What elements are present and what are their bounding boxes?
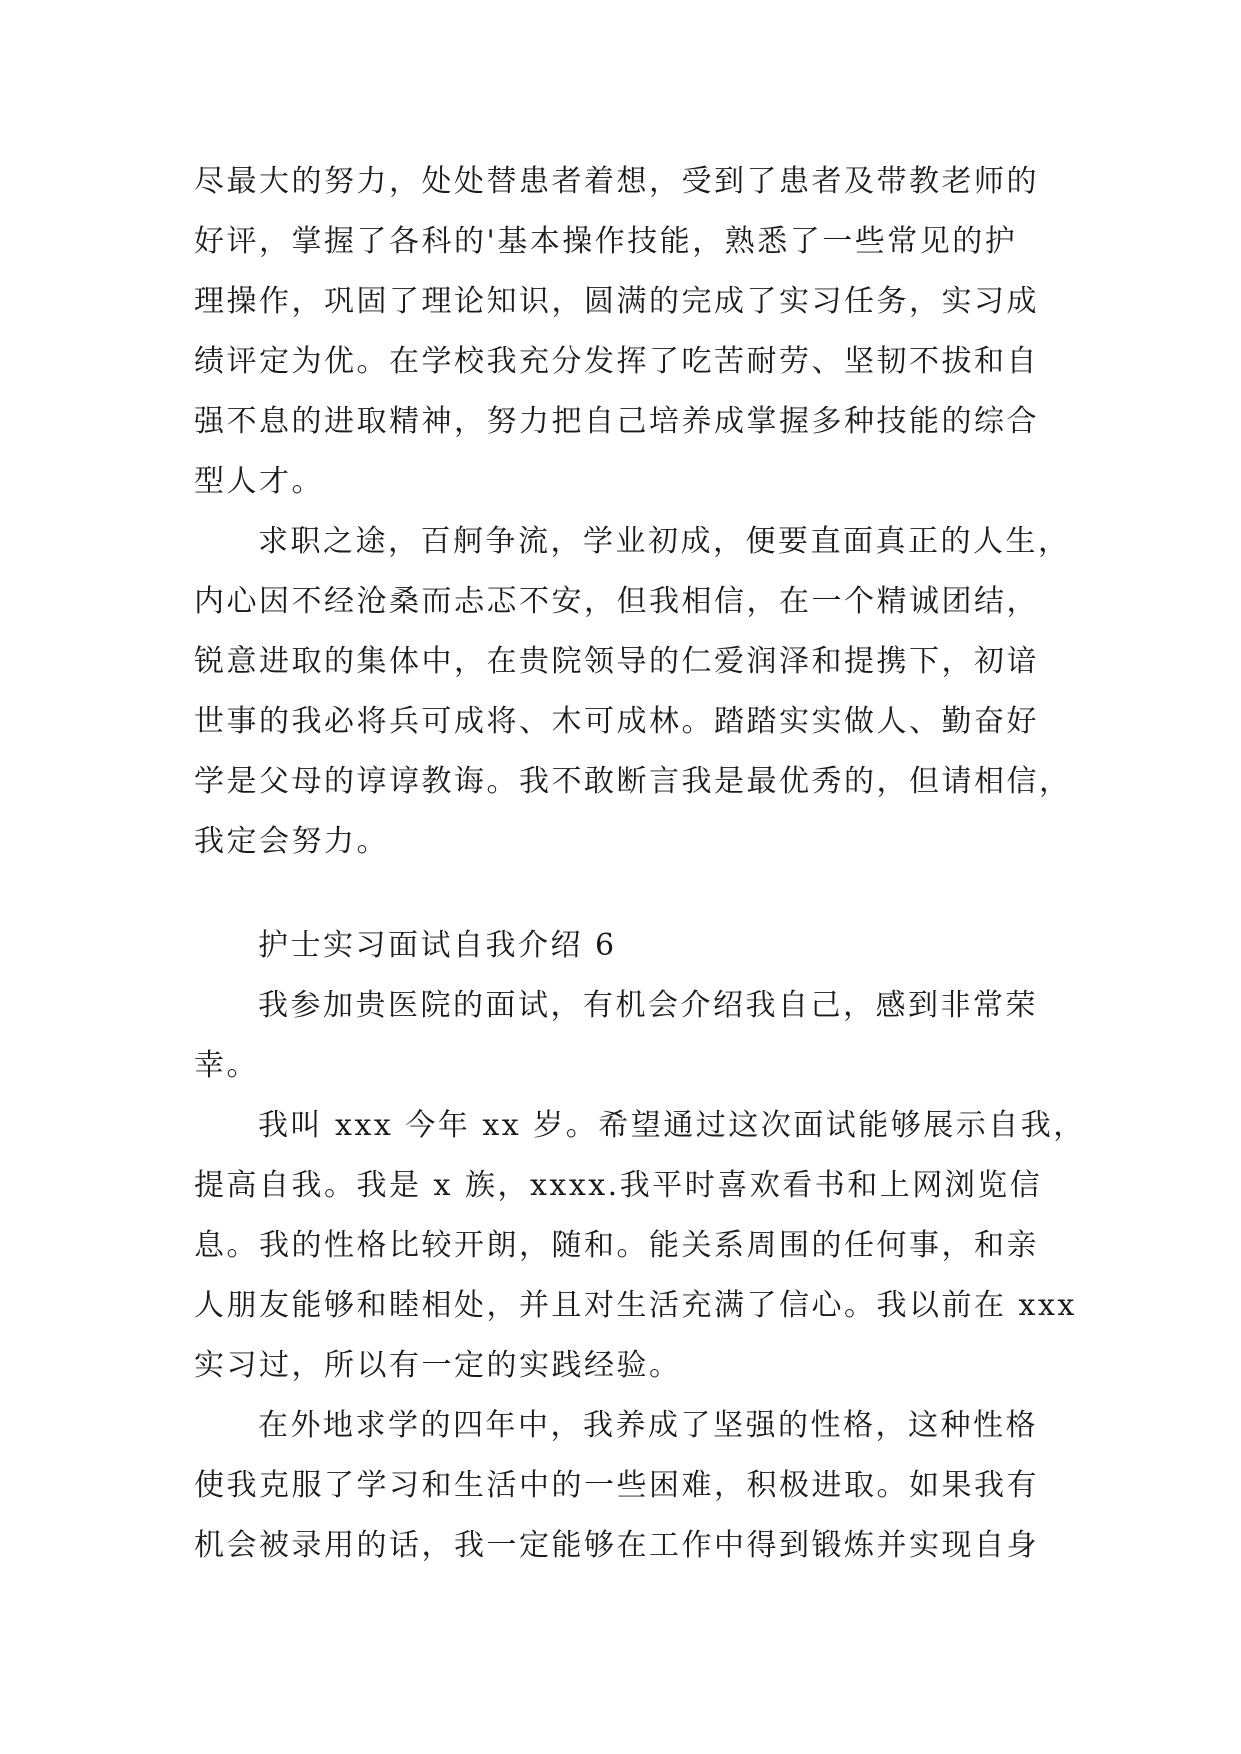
paragraph-line: 内心因不经沧桑而忐忑不安，但我相信，在一个精诚团结，: [194, 584, 1039, 619]
paragraph-line: 锐意进取的集体中，在贵院领导的仁爱润泽和提携下，初谙: [194, 644, 1039, 679]
paragraph-line: 人朋友能够和睦相处，并且对生活充满了信心。我以前在 xxx: [194, 1288, 1077, 1323]
paragraph-line: 我参加贵医院的面试，有机会介绍我自己，感到非常荣: [258, 988, 1038, 1023]
paragraph-line: 我定会努力。: [194, 824, 389, 859]
paragraph-line: 理操作，巩固了理论知识，圆满的完成了实习任务，实习成: [194, 284, 1039, 319]
paragraph-5: [194, 1396, 1074, 1576]
paragraph-line: 幸。: [194, 1048, 259, 1083]
section-heading: 护士实习面试自我介绍 6: [258, 928, 617, 963]
paragraph-line: 绩评定为优。在学校我充分发挥了吃苦耐劳、坚韧不拔和自: [194, 344, 1039, 379]
paragraph-line: 好评，掌握了各科的'基本操作技能，熟悉了一些常见的护: [194, 224, 1018, 259]
paragraph-line: 实习过，所以有一定的实践经验。: [194, 1348, 682, 1383]
paragraph-line: 机会被录用的话，我一定能够在工作中得到锻炼并实现自身: [194, 1528, 1039, 1563]
paragraph-line: 提高自我。我是 x 族，xxxx.我平时喜欢看书和上网浏览信: [194, 1168, 1043, 1203]
paragraph-line: 使我克服了学习和生活中的一些困难，积极进取。如果我有: [194, 1468, 1039, 1503]
paragraph-line: 尽最大的努力，处处替患者着想，受到了患者及带教老师的: [194, 164, 1039, 199]
paragraph-line: 世事的我必将兵可成将、木可成林。踏踏实实做人、勤奋好: [194, 704, 1039, 739]
paragraph-line: 学是父母的谆谆教诲。我不敢断言我是最优秀的，但请相信，: [194, 764, 1072, 799]
paragraph-1: [194, 152, 1074, 512]
paragraph-line: 强不息的进取精神，努力把自己培养成掌握多种技能的综合: [194, 404, 1039, 439]
paragraph-line: 求职之途，百舸争流，学业初成，便要直面真正的人生，: [258, 524, 1071, 559]
paragraph-line: 息。我的性格比较开朗，随和。能关系周围的任何事，和亲: [194, 1228, 1039, 1263]
paragraph-line: 我叫 xxx 今年 xx 岁。希望通过这次面试能够展示自我，: [258, 1108, 1086, 1143]
paragraph-line: 型人才。: [194, 464, 324, 499]
paragraph-3: [194, 976, 1074, 1096]
section-heading-block: [194, 916, 1074, 976]
paragraph-2: [194, 512, 1074, 872]
paragraph-line: 在外地求学的四年中，我养成了坚强的性格，这种性格: [258, 1408, 1038, 1443]
paragraph-4: [194, 1096, 1086, 1396]
